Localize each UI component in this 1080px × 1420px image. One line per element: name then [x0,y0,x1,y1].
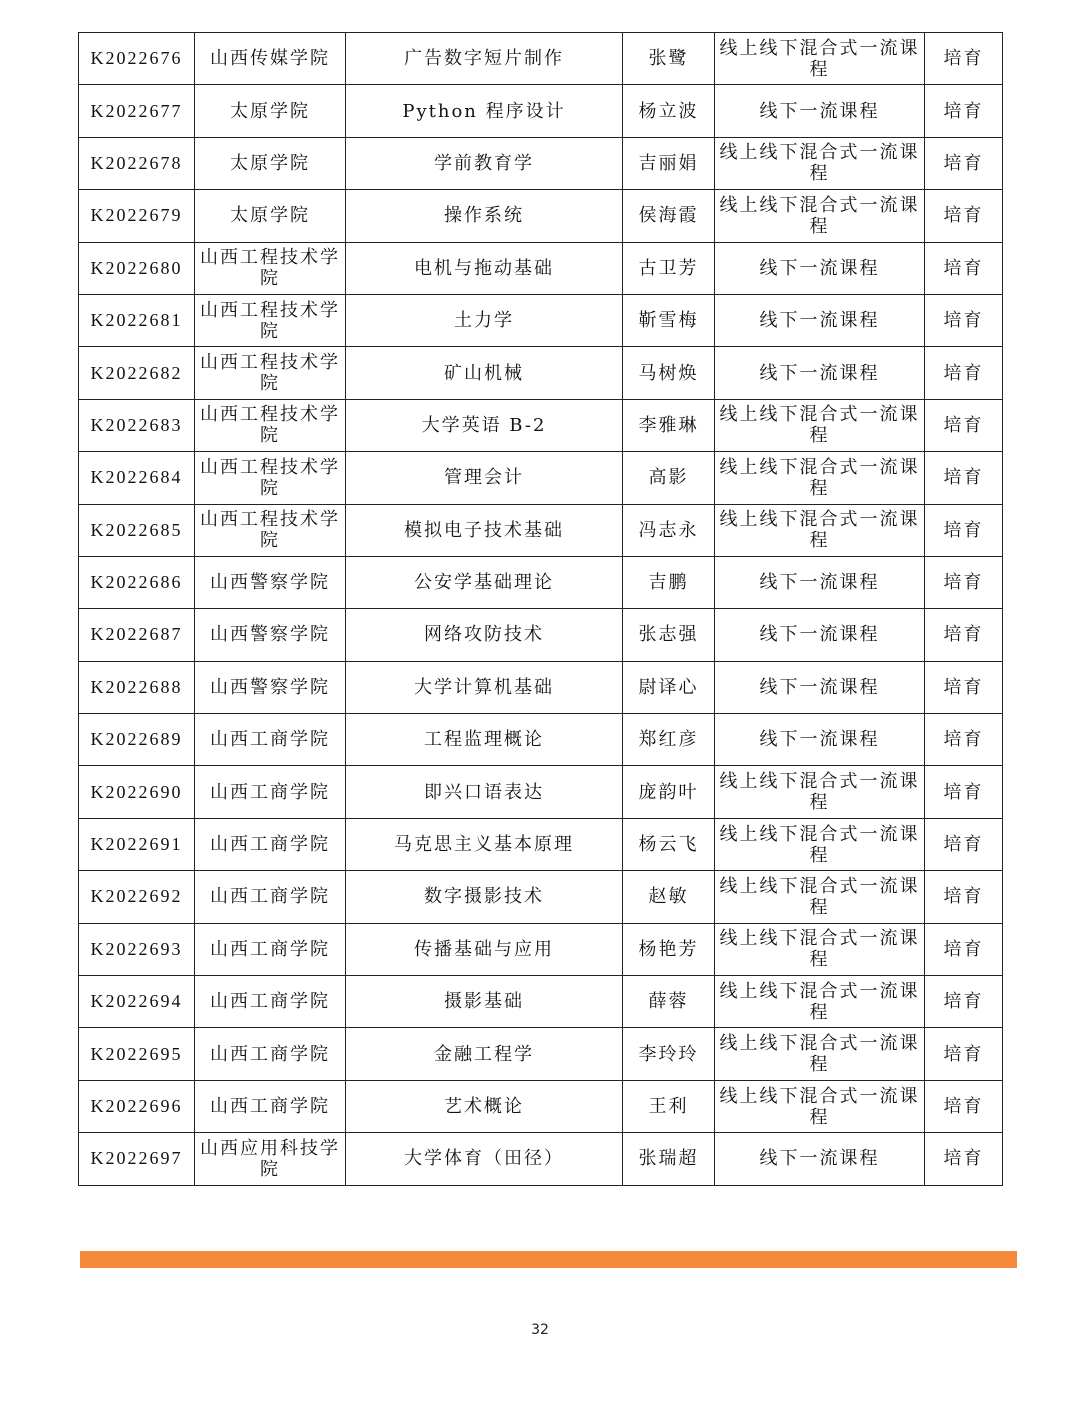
course-name-cell [346,609,623,661]
level-cell [925,714,1003,766]
school-cell [195,871,346,923]
level-text: 培育 [943,781,984,803]
course-code-text: K2022695 [90,1043,183,1064]
leader-cell [623,33,715,85]
table-row [79,766,1003,818]
leader-text: 杨立波 [638,100,699,122]
school-cell [195,714,346,766]
school-text: 太原学院 [230,152,310,174]
course-type-text: 线上线下混合式一流课程 [719,456,920,499]
leader-text: 马树焕 [638,362,699,384]
level-text: 培育 [943,991,984,1013]
school-text: 山西应用科技学院 [200,1137,340,1180]
course-name-text: 金融工程学 [434,1043,534,1065]
level-text: 培育 [943,1096,984,1117]
course-type-cell [715,766,925,818]
course-type-cell [715,714,925,766]
school-cell [195,399,346,451]
school-cell [195,85,346,137]
school-text: 山西工商学院 [210,1096,330,1117]
course-name-cell [346,976,623,1028]
leader-cell [623,242,715,294]
course-type-cell [715,818,925,870]
school-text: 山西工商学院 [210,886,330,908]
school-cell [195,347,346,399]
course-code-cell [79,976,195,1028]
level-cell [925,818,1003,870]
level-cell [925,923,1003,975]
school-cell [195,242,346,294]
course-name-text: 即兴口语表达 [424,781,544,803]
level-text: 培育 [943,152,984,174]
course-list-table [78,32,1003,1186]
school-cell [195,294,346,346]
school-text: 太原学院 [230,205,310,227]
leader-text: 吉丽娟 [638,152,699,174]
level-cell [925,556,1003,608]
course-code-text: K2022697 [90,1148,183,1169]
course-code-text: K2022689 [90,729,183,750]
leader-text: 庞韵叶 [638,781,699,803]
course-name-text: 电机与拖动基础 [414,257,554,279]
course-code-cell [79,609,195,661]
course-type-cell [715,504,925,556]
course-type-text: 线下一流课程 [759,310,880,332]
course-type-text: 线上线下混合式一流课程 [719,1033,920,1076]
course-name-text: 数字摄影技术 [424,886,544,908]
course-type-cell [715,923,925,975]
leader-cell [623,923,715,975]
course-name-cell [346,452,623,504]
course-name-cell [346,714,623,766]
level-cell [925,399,1003,451]
course-code-text: K2022694 [90,991,183,1012]
course-type-cell [715,33,925,85]
level-text: 培育 [943,1148,984,1170]
course-name-text: 大学英语 B-2 [421,414,547,436]
course-code-text: K2022678 [90,152,183,173]
course-type-cell [715,399,925,451]
leader-text: 古卫芳 [638,257,699,279]
course-type-text: 线下一流课程 [759,362,880,384]
course-code-text: K2022679 [90,205,183,226]
course-type-text: 线下一流课程 [759,100,880,122]
leader-text: 冯志永 [638,519,699,541]
table-row [79,818,1003,870]
course-code-text: K2022677 [90,100,183,121]
course-type-cell [715,294,925,346]
course-code-cell [79,85,195,137]
course-code-cell [79,1080,195,1132]
course-name-text: 工程监理概论 [424,729,544,751]
school-cell [195,556,346,608]
course-code-cell [79,871,195,923]
course-type-text: 线下一流课程 [759,572,880,594]
course-code-text: K2022690 [90,781,183,802]
course-code-cell [79,294,195,346]
level-cell [925,1080,1003,1132]
table-body [79,33,1003,1186]
course-type-text: 线下一流课程 [759,624,880,646]
course-type-text: 线上线下混合式一流课程 [719,404,920,447]
course-type-text: 线上线下混合式一流课程 [719,771,920,814]
level-text: 培育 [943,414,984,436]
table-row [79,923,1003,975]
table-row [79,871,1003,923]
leader-text: 尉译心 [638,676,699,698]
leader-cell [623,294,715,346]
table-row [79,1028,1003,1080]
leader-text: 杨云飞 [638,834,699,856]
course-name-cell [346,766,623,818]
course-type-cell [715,347,925,399]
course-name-text: 广告数字短片制作 [404,48,564,70]
course-code-cell [79,661,195,713]
leader-cell [623,504,715,556]
level-text: 培育 [943,48,984,70]
leader-cell [623,1080,715,1132]
course-code-cell [79,1028,195,1080]
leader-text: 李雅琳 [638,414,699,436]
school-cell [195,504,346,556]
course-name-cell [346,504,623,556]
level-cell [925,504,1003,556]
school-text: 山西警察学院 [210,572,330,594]
leader-cell [623,871,715,923]
course-code-cell [79,242,195,294]
table-row [79,976,1003,1028]
leader-text: 张鹭 [648,48,689,70]
course-type-text: 线下一流课程 [759,676,880,698]
course-type-text: 线上线下混合式一流课程 [719,823,920,866]
table-row [79,294,1003,346]
course-name-cell [346,923,623,975]
course-type-cell [715,871,925,923]
course-type-cell [715,1028,925,1080]
school-text: 太原学院 [230,100,310,122]
table-row [79,33,1003,85]
course-name-text: 矿山机械 [444,362,524,384]
course-name-text: 艺术概论 [444,1096,524,1117]
course-type-cell [715,1133,925,1185]
level-cell [925,347,1003,399]
course-name-text: 大学计算机基础 [414,676,554,698]
course-code-text: K2022684 [90,467,183,488]
level-cell [925,33,1003,85]
level-text: 培育 [943,1043,984,1065]
table-row [79,399,1003,451]
course-code-cell [79,818,195,870]
course-code-text: K2022682 [90,362,183,383]
page-number: 32 [531,1322,549,1338]
level-cell [925,1133,1003,1185]
leader-cell [623,399,715,451]
level-text: 培育 [943,205,984,227]
course-name-cell [346,33,623,85]
school-text: 山西警察学院 [210,624,330,646]
leader-cell [623,347,715,399]
course-code-cell [79,556,195,608]
course-name-cell [346,1133,623,1185]
school-text: 山西警察学院 [210,676,330,698]
course-code-text: K2022693 [90,938,183,959]
course-code-text: K2022692 [90,886,183,907]
course-code-text: K2022691 [90,834,183,855]
course-type-cell [715,556,925,608]
level-text: 培育 [943,624,984,646]
course-type-cell [715,452,925,504]
school-text: 山西工程技术学院 [200,404,340,447]
leader-text: 赵敏 [648,886,689,908]
course-code-cell [79,137,195,189]
course-name-text: 传播基础与应用 [414,938,554,960]
school-text: 山西工程技术学院 [200,247,340,290]
course-name-cell [346,190,623,242]
leader-cell [623,85,715,137]
table-row [79,661,1003,713]
school-cell [195,137,346,189]
course-name-text: Python 程序设计 [402,100,566,122]
school-cell [195,923,346,975]
leader-text: 杨艳芳 [638,938,699,960]
leader-text: 侯海霞 [638,205,699,227]
course-code-cell [79,714,195,766]
course-type-cell [715,609,925,661]
level-cell [925,294,1003,346]
course-name-cell [346,85,623,137]
course-code-cell [79,33,195,85]
leader-text: 张瑞超 [638,1148,699,1170]
level-text: 培育 [943,467,984,489]
course-type-cell [715,661,925,713]
leader-cell [623,714,715,766]
course-type-text: 线下一流课程 [759,1148,880,1170]
course-code-cell [79,347,195,399]
level-text: 培育 [943,886,984,908]
school-cell [195,452,346,504]
course-code-text: K2022687 [90,624,183,645]
course-name-text: 网络攻防技术 [424,624,544,646]
course-name-cell [346,818,623,870]
school-cell [195,1133,346,1185]
course-name-text: 学前教育学 [434,152,534,174]
course-name-text: 大学体育（田径） [404,1148,564,1170]
school-text: 山西工程技术学院 [200,352,340,395]
course-code-cell [79,399,195,451]
leader-cell [623,452,715,504]
level-cell [925,137,1003,189]
level-text: 培育 [943,100,984,122]
school-cell [195,766,346,818]
course-name-cell [346,242,623,294]
table-row [79,609,1003,661]
table-row [79,1080,1003,1132]
course-code-cell [79,504,195,556]
course-name-cell [346,871,623,923]
leader-text: 薛蓉 [648,991,689,1013]
course-code-cell [79,766,195,818]
table-row [79,714,1003,766]
course-code-text: K2022688 [90,676,183,697]
course-name-text: 模拟电子技术基础 [404,519,564,541]
leader-text: 李玲玲 [638,1043,699,1065]
course-type-text: 线上线下混合式一流课程 [719,928,920,971]
school-text: 山西工程技术学院 [200,299,340,342]
table-row [79,556,1003,608]
level-text: 培育 [943,572,984,594]
leader-text: 靳雪梅 [638,310,699,332]
level-cell [925,661,1003,713]
table-row [79,137,1003,189]
leader-cell [623,661,715,713]
school-cell [195,33,346,85]
course-name-cell [346,661,623,713]
level-text: 培育 [943,676,984,698]
course-type-cell [715,137,925,189]
course-type-text: 线上线下混合式一流课程 [719,194,920,237]
course-code-text: K2022680 [90,257,183,278]
table-row [79,452,1003,504]
level-cell [925,190,1003,242]
course-code-cell [79,190,195,242]
leader-cell [623,1133,715,1185]
level-text: 培育 [943,729,984,751]
course-code-text: K2022685 [90,519,183,540]
level-cell [925,242,1003,294]
level-cell [925,85,1003,137]
course-name-cell [346,1028,623,1080]
course-name-cell [346,294,623,346]
course-name-text: 管理会计 [444,467,524,489]
school-cell [195,818,346,870]
course-code-text: K2022686 [90,572,183,593]
course-name-text: 操作系统 [444,205,524,227]
course-type-text: 线上线下混合式一流课程 [719,142,920,185]
course-code-text: K2022681 [90,310,183,331]
course-code-text: K2022683 [90,414,183,435]
course-type-text: 线上线下混合式一流课程 [719,980,920,1023]
leader-cell [623,556,715,608]
school-cell [195,1028,346,1080]
school-text: 山西工商学院 [210,991,330,1013]
course-name-text: 土力学 [454,310,514,332]
school-text: 山西工程技术学院 [200,456,340,499]
course-type-text: 线上线下混合式一流课程 [719,875,920,918]
level-cell [925,1028,1003,1080]
course-name-cell [346,399,623,451]
leader-cell [623,609,715,661]
level-cell [925,452,1003,504]
school-text: 山西工商学院 [210,1043,330,1065]
school-text: 山西工商学院 [210,729,330,751]
school-text: 山西工商学院 [210,834,330,856]
school-cell [195,1080,346,1132]
school-cell [195,190,346,242]
school-text: 山西工商学院 [210,938,330,960]
leader-text: 高影 [648,467,689,489]
level-text: 培育 [943,310,984,332]
course-type-cell [715,1080,925,1132]
level-cell [925,871,1003,923]
level-text: 培育 [943,834,984,856]
level-text: 培育 [943,938,984,960]
level-cell [925,976,1003,1028]
leader-cell [623,818,715,870]
table-row [79,1133,1003,1185]
level-text: 培育 [943,519,984,541]
level-cell [925,766,1003,818]
course-type-cell [715,190,925,242]
leader-text: 吉鹏 [648,572,689,594]
leader-text: 王利 [648,1096,689,1117]
leader-text: 郑红彦 [638,729,699,751]
course-type-text: 线上线下混合式一流课程 [719,37,920,80]
course-code-cell [79,923,195,975]
school-cell [195,661,346,713]
level-text: 培育 [943,362,984,384]
course-code-cell [79,1133,195,1185]
course-type-text: 线下一流课程 [759,729,880,751]
course-code-text: K2022676 [90,48,183,69]
course-name-text: 摄影基础 [444,991,524,1013]
school-text: 山西传媒学院 [210,48,330,70]
course-code-text: K2022696 [90,1096,183,1116]
leader-cell [623,766,715,818]
leader-cell [623,190,715,242]
course-name-text: 马克思主义基本原理 [394,834,574,856]
table-row [79,504,1003,556]
level-cell [925,609,1003,661]
school-text: 山西工商学院 [210,781,330,803]
table-row [79,190,1003,242]
table-row [79,85,1003,137]
course-code-cell [79,452,195,504]
leader-cell [623,976,715,1028]
school-cell [195,976,346,1028]
leader-cell [623,137,715,189]
table-row [79,347,1003,399]
course-type-cell [715,85,925,137]
course-name-cell [346,1080,623,1132]
leader-cell [623,1028,715,1080]
table-row [79,242,1003,294]
school-cell [195,609,346,661]
school-text: 山西工程技术学院 [200,509,340,552]
course-name-cell [346,347,623,399]
footer-accent-bar [80,1251,1017,1268]
course-type-cell [715,242,925,294]
course-name-cell [346,556,623,608]
course-type-text: 线上线下混合式一流课程 [719,509,920,552]
course-name-text: 公安学基础理论 [414,572,554,594]
course-name-cell [346,137,623,189]
course-type-text: 线下一流课程 [759,257,880,279]
course-type-cell [715,976,925,1028]
level-text: 培育 [943,257,984,279]
course-type-text: 线上线下混合式一流课程 [719,1085,920,1128]
leader-text: 张志强 [638,624,699,646]
